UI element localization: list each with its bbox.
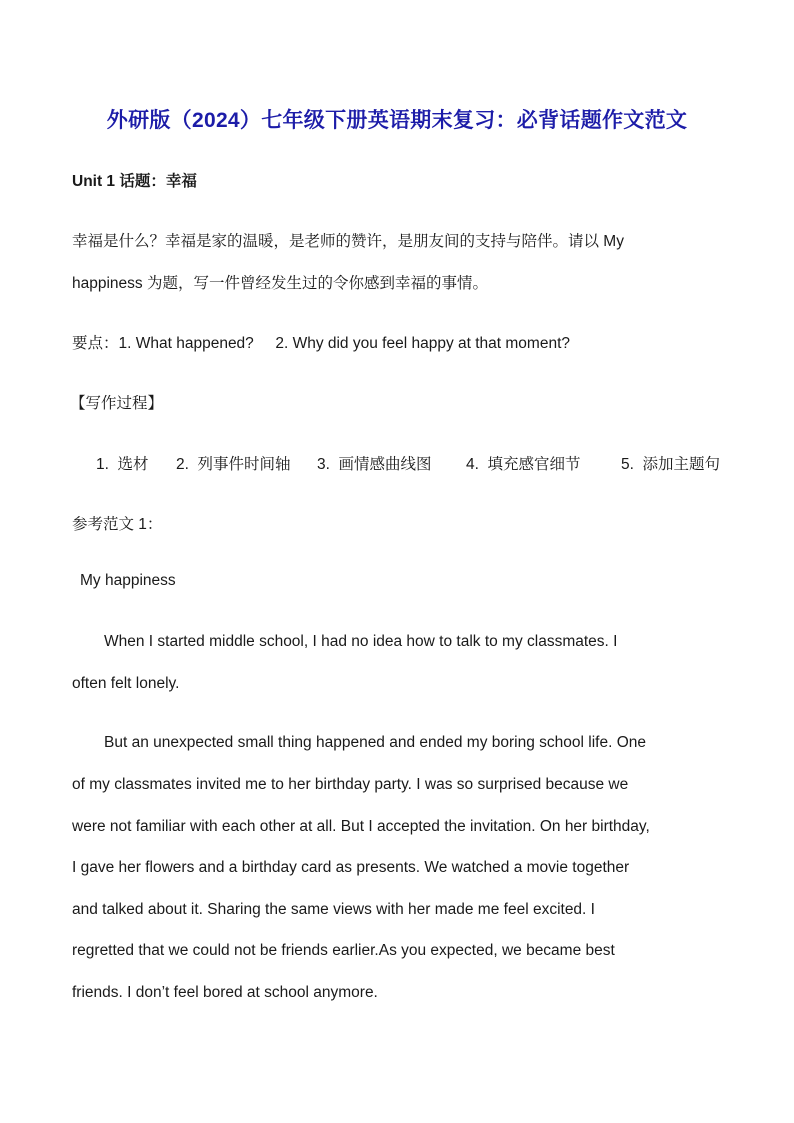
essay-line: friends. I don’t feel bored at school anymore. [72, 984, 378, 1001]
unit-heading: Unit 1 话题：幸福 [72, 173, 197, 190]
step-item: 5. 添加主题句 [621, 456, 721, 473]
step-item: 1. 选材 [96, 456, 149, 473]
essay-line: I gave her flowers and a birthday card as presents. We watched a movie together [72, 859, 630, 876]
essay-line: of my classmates invited me to her birthday party. I was so surprised because we [72, 776, 629, 793]
prompt-line-1: 幸福是什么？幸福是家的温暖，是老师的赞许，是朋友间的支持与陪伴。请以 My [72, 233, 624, 250]
document-title: 外研版（2024）七年级下册英语期末复习：必背话题作文范文 [106, 109, 688, 132]
essay-line: regretted that we could not be friends earlier.As you expected, we became best [72, 942, 615, 959]
essay-line: But an unexpected small thing happened and ended my boring school life. One [104, 734, 647, 751]
essay-title: My happiness [80, 572, 176, 589]
step-item: 3. 画情感曲线图 [317, 456, 432, 473]
prompt-line-2: happiness 为题，写一件曾经发生过的令你感到幸福的事情。 [72, 275, 488, 292]
step-item: 2. 列事件时间轴 [176, 456, 291, 473]
key-points: 要点：1. What happened? 2. Why did you feel happy at that moment? [72, 335, 570, 352]
essay-line: often felt lonely. [72, 675, 180, 692]
process-heading: 【写作过程】 [70, 395, 164, 412]
essay-line: were not familiar with each other at all. But I accepted the invitation. On her birthday, [72, 818, 650, 835]
sample-label: 参考范文 1： [72, 516, 163, 533]
step-item: 4. 填充感官细节 [466, 456, 581, 473]
essay-line: and talked about it. Sharing the same views with her made me feel excited. I [72, 901, 595, 918]
essay-line: When I started middle school, I had no idea how to talk to my classmates. I [104, 633, 618, 650]
